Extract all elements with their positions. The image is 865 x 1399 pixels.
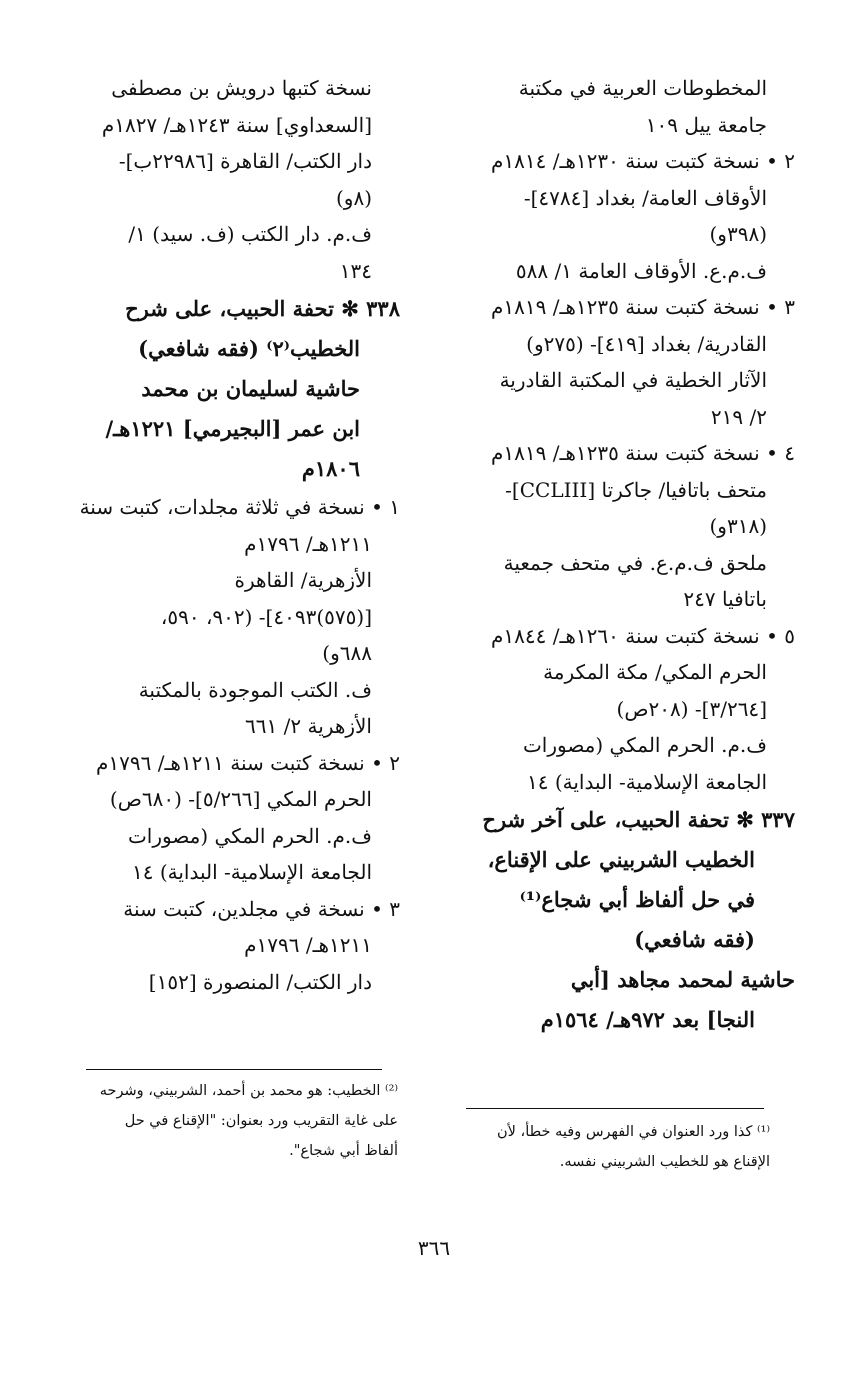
manuscript-entry: ٣ • نسخة في مجلدين، كتبت سنة <box>123 896 400 921</box>
text-line: ف.م. دار الكتب (ف. سيد) ١/ <box>128 222 372 246</box>
text-line: دار الكتب/ القاهرة [٢٢٩٨٦ب]- <box>118 149 372 173</box>
manuscript-entry: ٥ • نسخة كتبت سنة ١٢٦٠هـ/ ١٨٤٤م <box>491 623 795 648</box>
text-line: ف. الكتب الموجودة بالمكتبة <box>138 677 372 702</box>
text-line: ٢/ ٢١٩ <box>710 404 767 429</box>
text-line: الحرم المكي/ مكة المكرمة <box>543 660 767 684</box>
text-line: ٦٨٨و) <box>322 641 372 665</box>
entry-heading: الخطيب⁽٢⁾ (فقه شافعي) <box>138 336 360 361</box>
text-line: ١٣٤ <box>339 258 372 283</box>
manuscript-entry: ٤ • نسخة كتبت سنة ١٢٣٥هـ/ ١٨١٩م <box>491 441 795 465</box>
manuscript-entry: ٣ • نسخة كتبت سنة ١٢٣٥هـ/ ١٨١٩م <box>491 295 795 319</box>
footnote-line: ألفاظ أبي شجاع". <box>289 1143 398 1159</box>
entry-heading: ٣٣٧ ✻ تحفة الحبيب، على آخر شرح <box>482 807 795 832</box>
text-line: ف.م. الحرم المكي (مصورات <box>522 733 767 757</box>
entry-heading: في حل ألفاظ أبي شجاع⁽¹⁾ <box>519 887 755 912</box>
text-line: [السعداوي] سنة ١٢٤٣هـ/ ١٨٢٧م <box>101 112 372 137</box>
entry-author: حاشية لسليمان بن محمد <box>141 376 360 401</box>
text-line: متحف باتافيا/ جاكرتا [CCLIII]- <box>505 477 767 502</box>
manuscript-entry: ٢ • نسخة كتبت سنة ١٢١١هـ/ ١٧٩٦م <box>96 750 400 775</box>
entry-author: حاشية لمحمد مجاهد [أبي <box>570 967 795 992</box>
text-line: ف.م. الحرم المكي (مصورات <box>127 823 372 848</box>
text-line: المخطوطات العربية في مكتبة <box>518 76 767 100</box>
entry-author: ١٨٠٦م <box>301 456 360 481</box>
footnote-line: ⁽¹⁾ كذا ورد العنوان في الفهرس وفيه خطأ، لأن <box>497 1124 770 1140</box>
text-line: ١٢١١هـ/ ١٧٩٦م <box>244 933 372 957</box>
text-line: (٣٩٨و) <box>709 222 767 246</box>
page-number: ٣٦٦ <box>417 1236 451 1260</box>
footnote-left <box>48 1076 398 1166</box>
footnote-separator-right <box>466 1108 764 1109</box>
footnote-line: الإقناع هو للخطيب الشربيني نفسه. <box>559 1154 770 1170</box>
text-line: الحرم المكي [٥/٢٦٦]- (٦٨٠ص) <box>109 787 372 811</box>
text-line: ف.م.ع. الأوقاف العامة ١/ ٥٨٨ <box>515 258 767 283</box>
entry-author: النجا] بعد ٩٧٢هـ/ ١٥٦٤م <box>540 1007 755 1032</box>
text-line: جامعة ييل ١٠٩ <box>645 112 767 137</box>
footnote-right <box>430 1117 770 1177</box>
text-line: الأزهرية/ القاهرة <box>234 568 372 592</box>
text-line: ١٢١١هـ/ ١٧٩٦م <box>244 531 372 556</box>
entry-heading: الخطيب الشربيني على الإقناع، <box>487 847 755 872</box>
text-line: الجامعة الإسلامية- البداية) ١٤ <box>526 769 767 794</box>
text-line: (٣١٨و) <box>709 514 767 538</box>
manuscript-entry: ١ • نسخة في ثلاثة مجلدات، كتبت سنة <box>79 495 400 519</box>
manuscript-entry: ٢ • نسخة كتبت سنة ١٢٣٠هـ/ ١٨١٤م <box>491 149 795 173</box>
text-line: باتافيا ٢٤٧ <box>683 587 767 611</box>
right-column <box>433 70 795 1040</box>
footnote-line: ⁽²⁾ الخطيب: هو محمد بن أحمد، الشربيني، وشرحه <box>99 1083 398 1099</box>
text-line: الأوقاف العامة/ بغداد [٤٧٨٤]- <box>523 185 767 210</box>
text-line: ملحق ف.م.ع. في متحف جمعية <box>503 550 767 575</box>
footnote-separator-left <box>86 1069 382 1070</box>
text-line: الآثار الخطية في المكتبة القادرية <box>499 368 767 392</box>
text-line: (٨و) <box>335 185 372 210</box>
entry-author: ابن عمر [البجيرمي] ١٢٢١هـ/ <box>105 416 360 441</box>
text-line: نسخة كتبها درويش بن مصطفى <box>111 76 372 100</box>
left-column <box>48 70 400 1000</box>
entry-subject: (فقه شافعي) <box>634 927 755 952</box>
text-line: دار الكتب/ المنصورة [١٥٢] <box>148 969 372 994</box>
entry-heading: ٣٣٨ ✻ تحفة الحبيب، على شرح <box>125 296 400 321</box>
text-line: [٣/٢٦٤]- (٢٠٨ص) <box>616 696 767 721</box>
text-line: [(٥٧٥)٤٠٩٣]- (٩٠٢، ٥٩٠، <box>160 604 372 629</box>
footnote-line: على غاية التقريب ورد بعنوان: "الإقناع في حل <box>124 1113 398 1129</box>
text-line: الأزهرية ٢/ ٦٦١ <box>245 714 372 738</box>
text-line: القادرية/ بغداد [٤١٩]- (٢٧٥و) <box>526 331 767 356</box>
text-line: الجامعة الإسلامية- البداية) ١٤ <box>131 860 372 884</box>
